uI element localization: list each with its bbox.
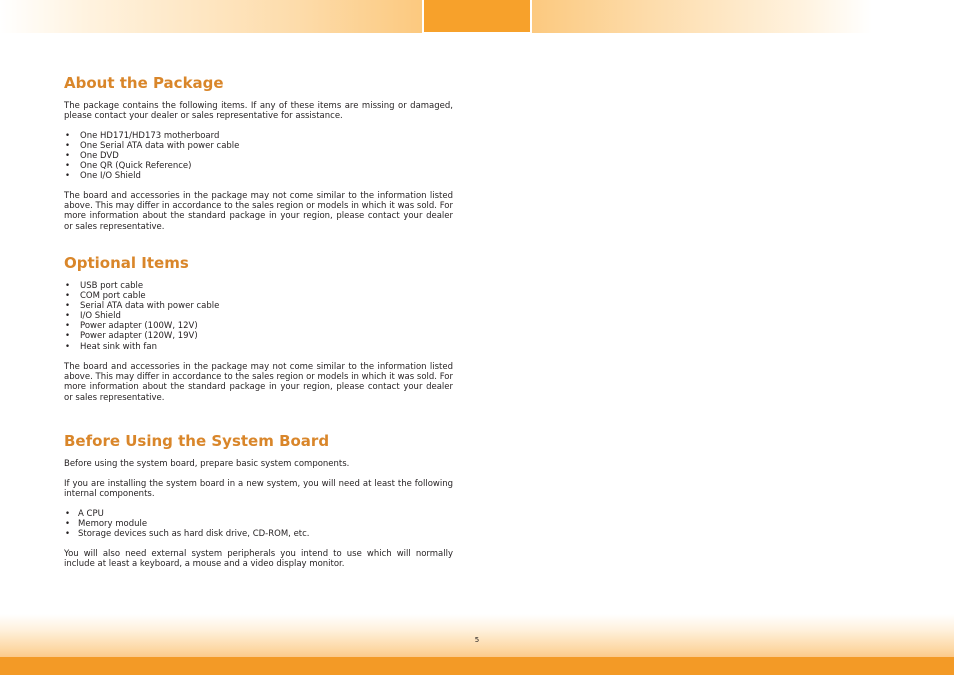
list-item: • One Serial ATA data with power cable — [64, 141, 239, 151]
list-item: • USB port cable — [64, 281, 219, 291]
list-item: • COM port cable — [64, 291, 219, 301]
package-items-list — [64, 131, 239, 181]
section-title-optional-items: Optional Items — [64, 254, 189, 272]
list-item: • One QR (Quick Reference) — [64, 161, 239, 171]
header-tab-accent — [424, 0, 530, 32]
about-package-note: The board and accessories in the package may not come similar to the information listed above. This may differ in accordance to the sales region or models in which it was sold. For more information about the standard package in your region, please contact your dealer or sales representative. — [64, 191, 453, 232]
before-using-p2: If you are installing the system board in a new system, you will need at least the following internal components. — [64, 479, 453, 500]
list-item: • Power adapter (100W, 12V) — [64, 321, 219, 331]
list-item: • Memory module — [64, 519, 310, 529]
components-list — [64, 509, 310, 539]
section-title-about-package: About the Package — [64, 74, 224, 92]
list-item: • A CPU — [64, 509, 310, 519]
list-item: • Heat sink with fan — [64, 342, 219, 352]
about-package-intro: The package contains the following items. If any of these items are missing or damaged, please contact your dealer or sales representative for assistance. — [64, 101, 453, 122]
footer-bar — [0, 657, 954, 675]
header-band-left — [0, 0, 422, 33]
list-item: • One HD171/HD173 motherboard — [64, 131, 239, 141]
list-item: • One DVD — [64, 151, 239, 161]
list-item: • Storage devices such as hard disk drive, CD-ROM, etc. — [64, 529, 310, 539]
list-item: • Power adapter (120W, 19V) — [64, 331, 219, 341]
page-number: 5 — [474, 636, 480, 644]
list-item: • Serial ATA data with power cable — [64, 301, 219, 311]
list-item: • One I/O Shield — [64, 171, 239, 181]
before-using-p1: Before using the system board, prepare basic system components. — [64, 459, 350, 469]
optional-items-list — [64, 281, 219, 352]
section-title-before-using: Before Using the System Board — [64, 432, 330, 450]
before-using-p3: You will also need external system peripherals you intend to use which will normally include at least a keyboard, a mouse and a video display monitor. — [64, 549, 453, 570]
list-item: • I/O Shield — [64, 311, 219, 321]
optional-items-note: The board and accessories in the package may not come similar to the information listed above. This may differ in accordance to the sales region or models in which it was sold. For more information about the standard package in your region, please contact your dealer or sales representative. — [64, 362, 453, 403]
header-band-right — [532, 0, 872, 33]
